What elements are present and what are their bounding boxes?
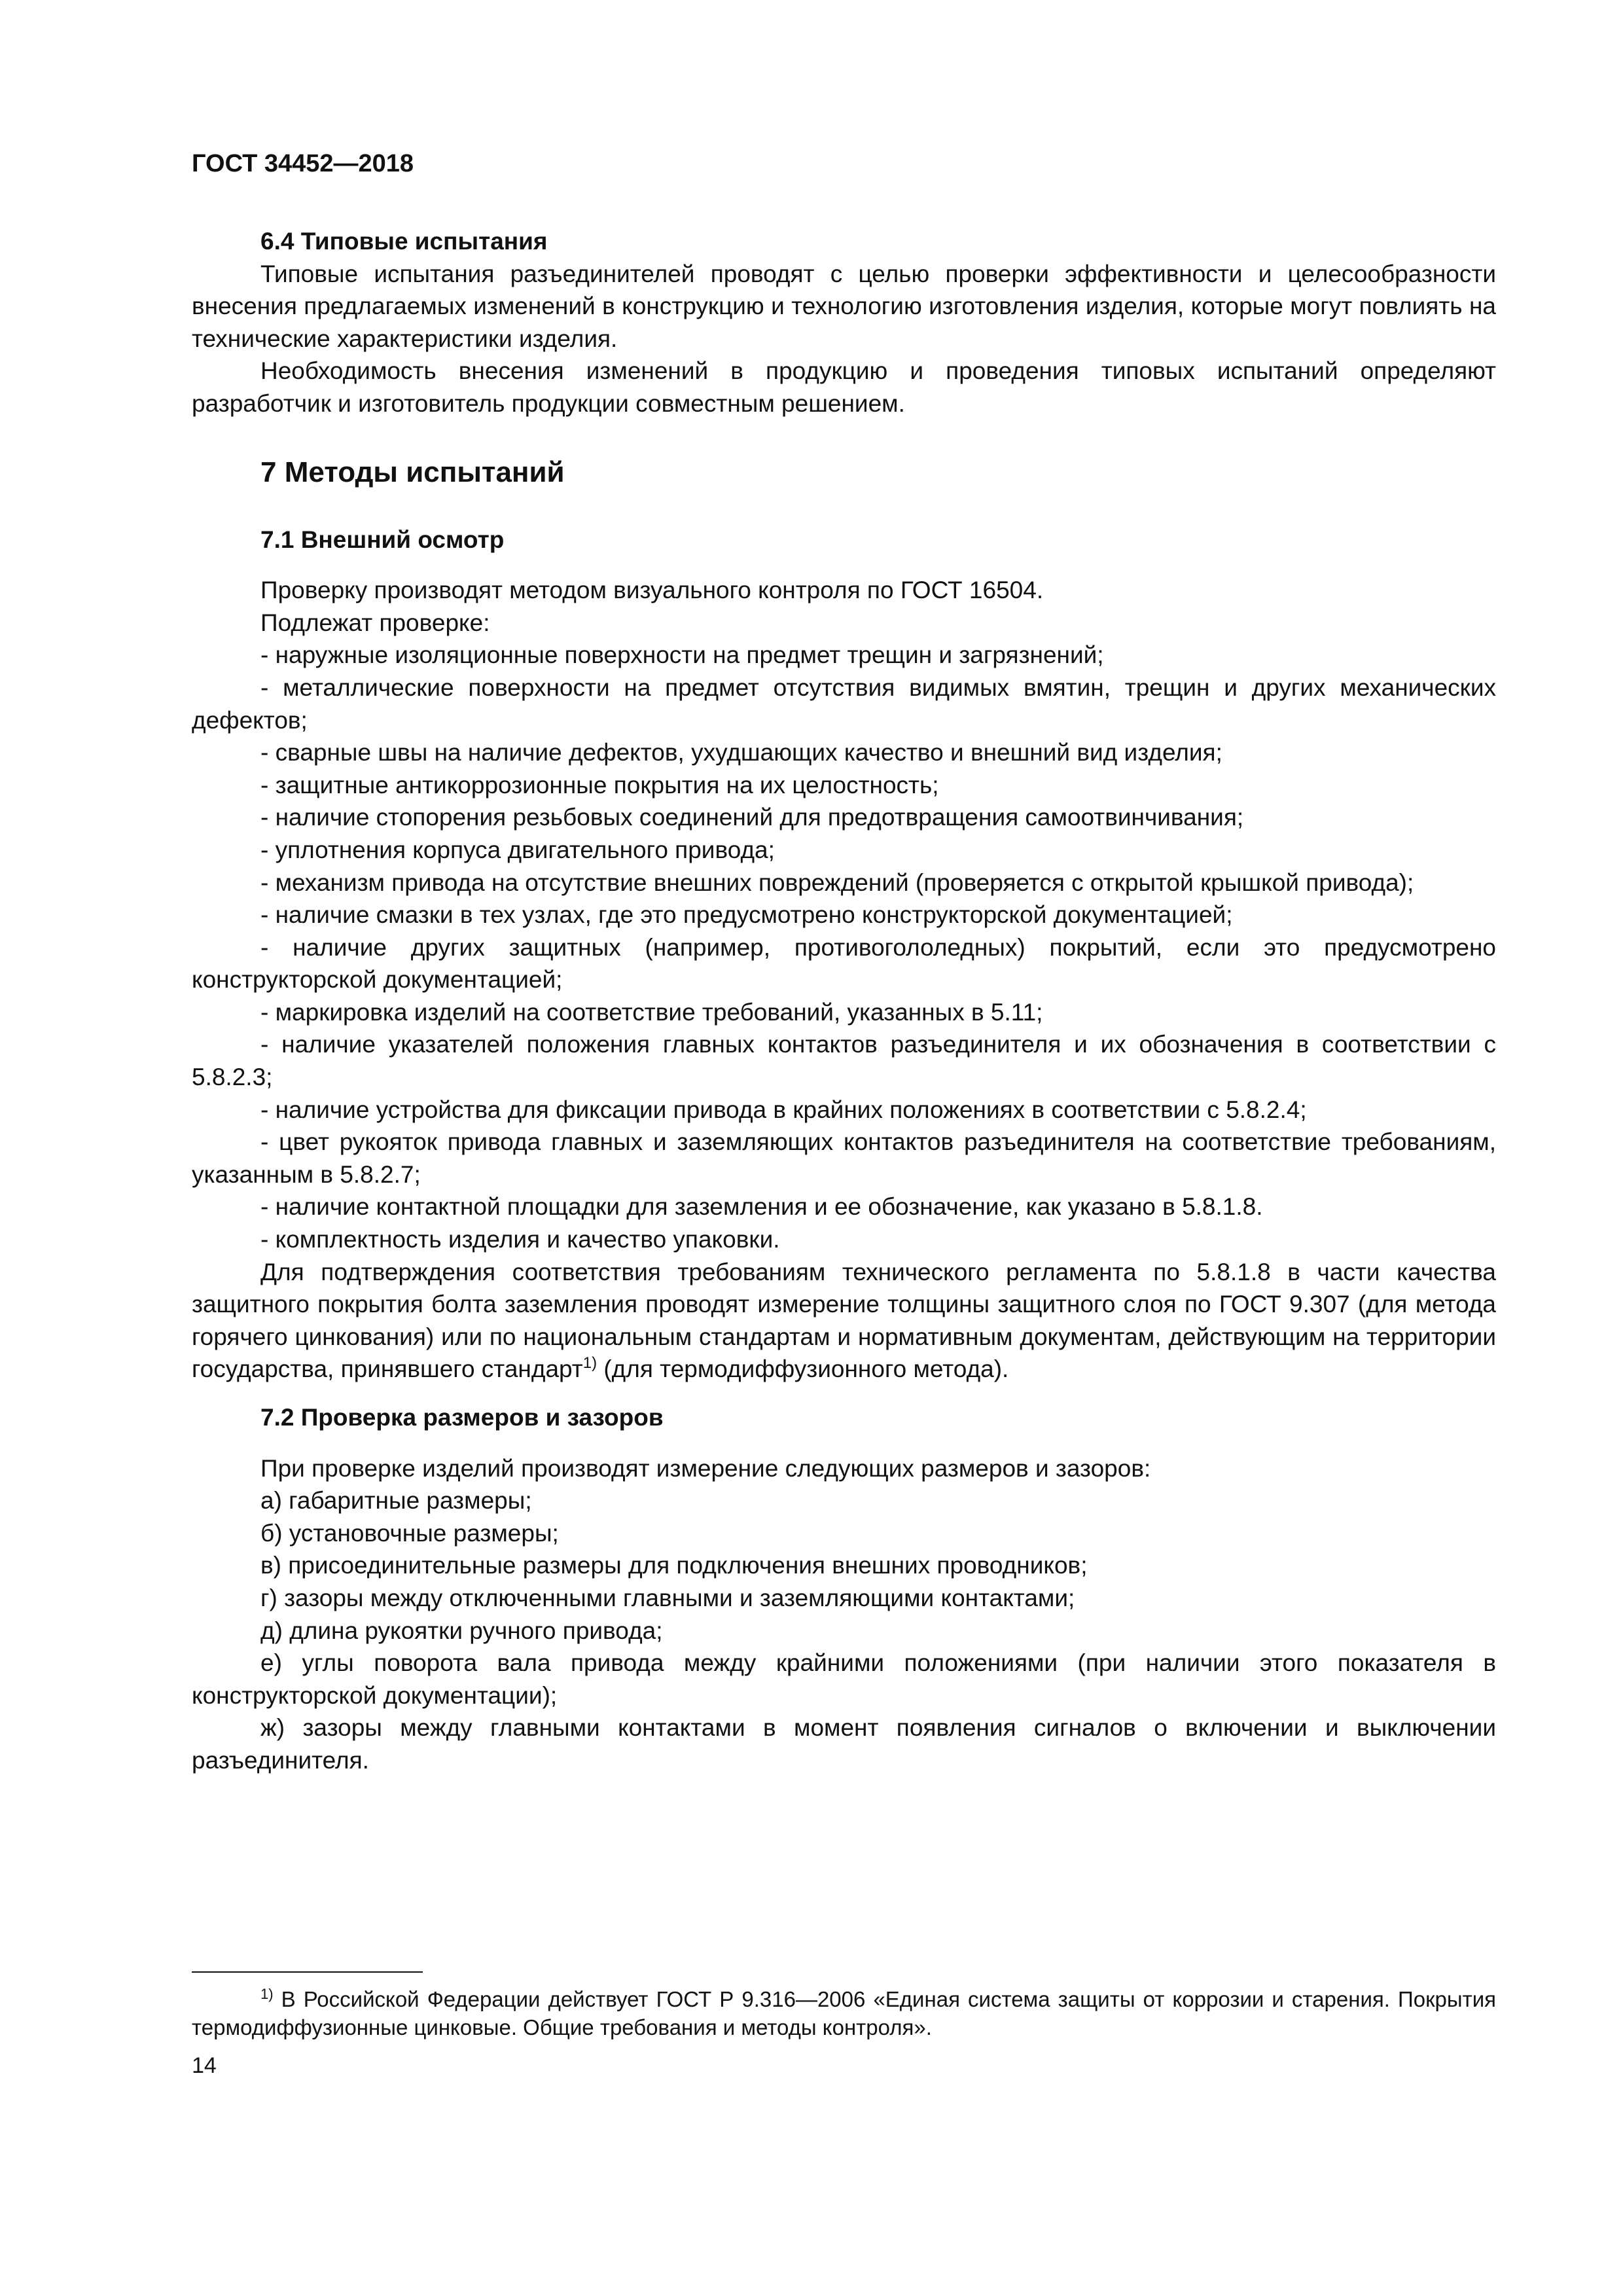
page-content [192,225,1496,1777]
list-item: - наличие указателей положения главных контактов разъединителя и их обозначения в соответствии с 5.8.2.3; [192,1031,1496,1091]
list-item: в) присоединительные размеры для подключения внешних проводников; [260,1552,1088,1579]
section-7-2-intro: При проверке изделий производят измерение следующих размеров и зазоров: [260,1454,1151,1482]
section-7-1-subintro: Подлежат проверке: [260,609,490,636]
list-item: - уплотнения корпуса двигательного привода; [260,836,775,863]
list-item: г) зазоры между отключенными главными и заземляющими контактами; [260,1584,1075,1611]
footnote-mark: 1) [260,1986,274,2002]
list-item: б) установочные размеры; [260,1519,559,1547]
footnote-reference: 1) [582,1354,597,1372]
list-item: а) габаритные размеры; [260,1487,532,1515]
footnote-text: В Российской Федерации действует ГОСТ Р 9.316—2006 «Единая система защиты от коррозии и старения. Покрытия термодиффузионные цинковые. Общие требования и методы контроля». [192,1987,1496,2039]
closing-text: Для подтверждения соответствия требованиям технического регламента по 5.8.1.8 в части качества защитного покрытия болта заземления проводят измерение толщины защитного слоя по ГОСТ 9.307 (для метода горячего цинкования) или по национальным стандартам и нормативным документам, действующим на территории государства, принявшего стандарт [192,1258,1496,1383]
list-item: - наличие устройства для фиксации привода в крайних положениях в соответствии с 5.8.2.4; [260,1096,1307,1123]
list-item: - наружные изоляционные поверхности на предмет трещин и загрязнений; [260,641,1104,669]
section-6-4-paragraph-2: Необходимость внесения изменений в продукцию и проведения типовых испытаний определяют разработчик и изготовитель продукции совместным решением. [192,357,1496,417]
section-7-2-heading: 7.2 Проверка размеров и зазоров [260,1404,664,1431]
list-item: - металлические поверхности на предмет отсутствия видимых вмятин, трещин и других механических дефектов; [192,673,1496,734]
list-item: - маркировка изделий на соответствие требований, указанных в 5.11; [260,998,1043,1026]
list-item: д) длина рукоятки ручного привода; [260,1617,663,1644]
section-7-1-heading: 7.1 Внешний осмотр [260,526,505,553]
section-7-1-intro: Проверку производят методом визуального контроля по ГОСТ 16504. [260,577,1044,604]
list-item: - наличие других защитных (например, противогололедных) покрытий, если это предусмотрено конструкторской документацией; [192,933,1496,994]
closing-text-end: (для термодиффузионного метода). [597,1355,1009,1383]
section-7-1-closing-paragraph [192,1256,1496,1386]
footnote [192,1985,1496,2041]
list-item: - цвет рукояток привода главных и заземляющих контактов разъединителя на соответствие требованиям, указанным в 5.8.2.7; [192,1128,1496,1188]
list-item: - механизм привода на отсутствие внешних повреждений (проверяется с открытой крышкой привода); [260,869,1414,896]
section-6-4-heading: 6.4 Типовые испытания [260,228,548,255]
list-item: ж) зазоры между главными контактами в момент появления сигналов о включении и выключении разъединителя. [192,1714,1496,1774]
list-item: - наличие контактной площадки для заземления и ее обозначение, как указано в 5.8.1.8. [260,1193,1263,1221]
list-item: - защитные антикоррозионные покрытия на их целостность; [260,771,939,798]
list-item: - сварные швы на наличие дефектов, ухудшающих качество и внешний вид изделия; [260,739,1222,766]
section-7-heading: 7 Методы испытаний [260,456,565,488]
page-number: 14 [192,2053,217,2078]
document-header: ГОСТ 34452—2018 [192,150,414,177]
footnote-divider [192,1971,423,1973]
list-item: е) углы поворота вала привода между крайними положениями (при наличии этого показателя в конструкторской документации); [192,1649,1496,1709]
list-item: - наличие смазки в тех узлах, где это предусмотрено конструкторской документацией; [260,901,1233,929]
list-item: - комплектность изделия и качество упаковки. [260,1226,780,1253]
section-6-4-paragraph-1: Типовые испытания разъединителей проводят с целью проверки эффективности и целесообразности внесения предлагаемых изменений в конструкцию и технологию изготовления изделия, которые могут повлиять на технические характеристики изделия. [192,260,1496,352]
list-item: - наличие стопорения резьбовых соединений для предотвращения самоотвинчивания; [260,804,1244,831]
